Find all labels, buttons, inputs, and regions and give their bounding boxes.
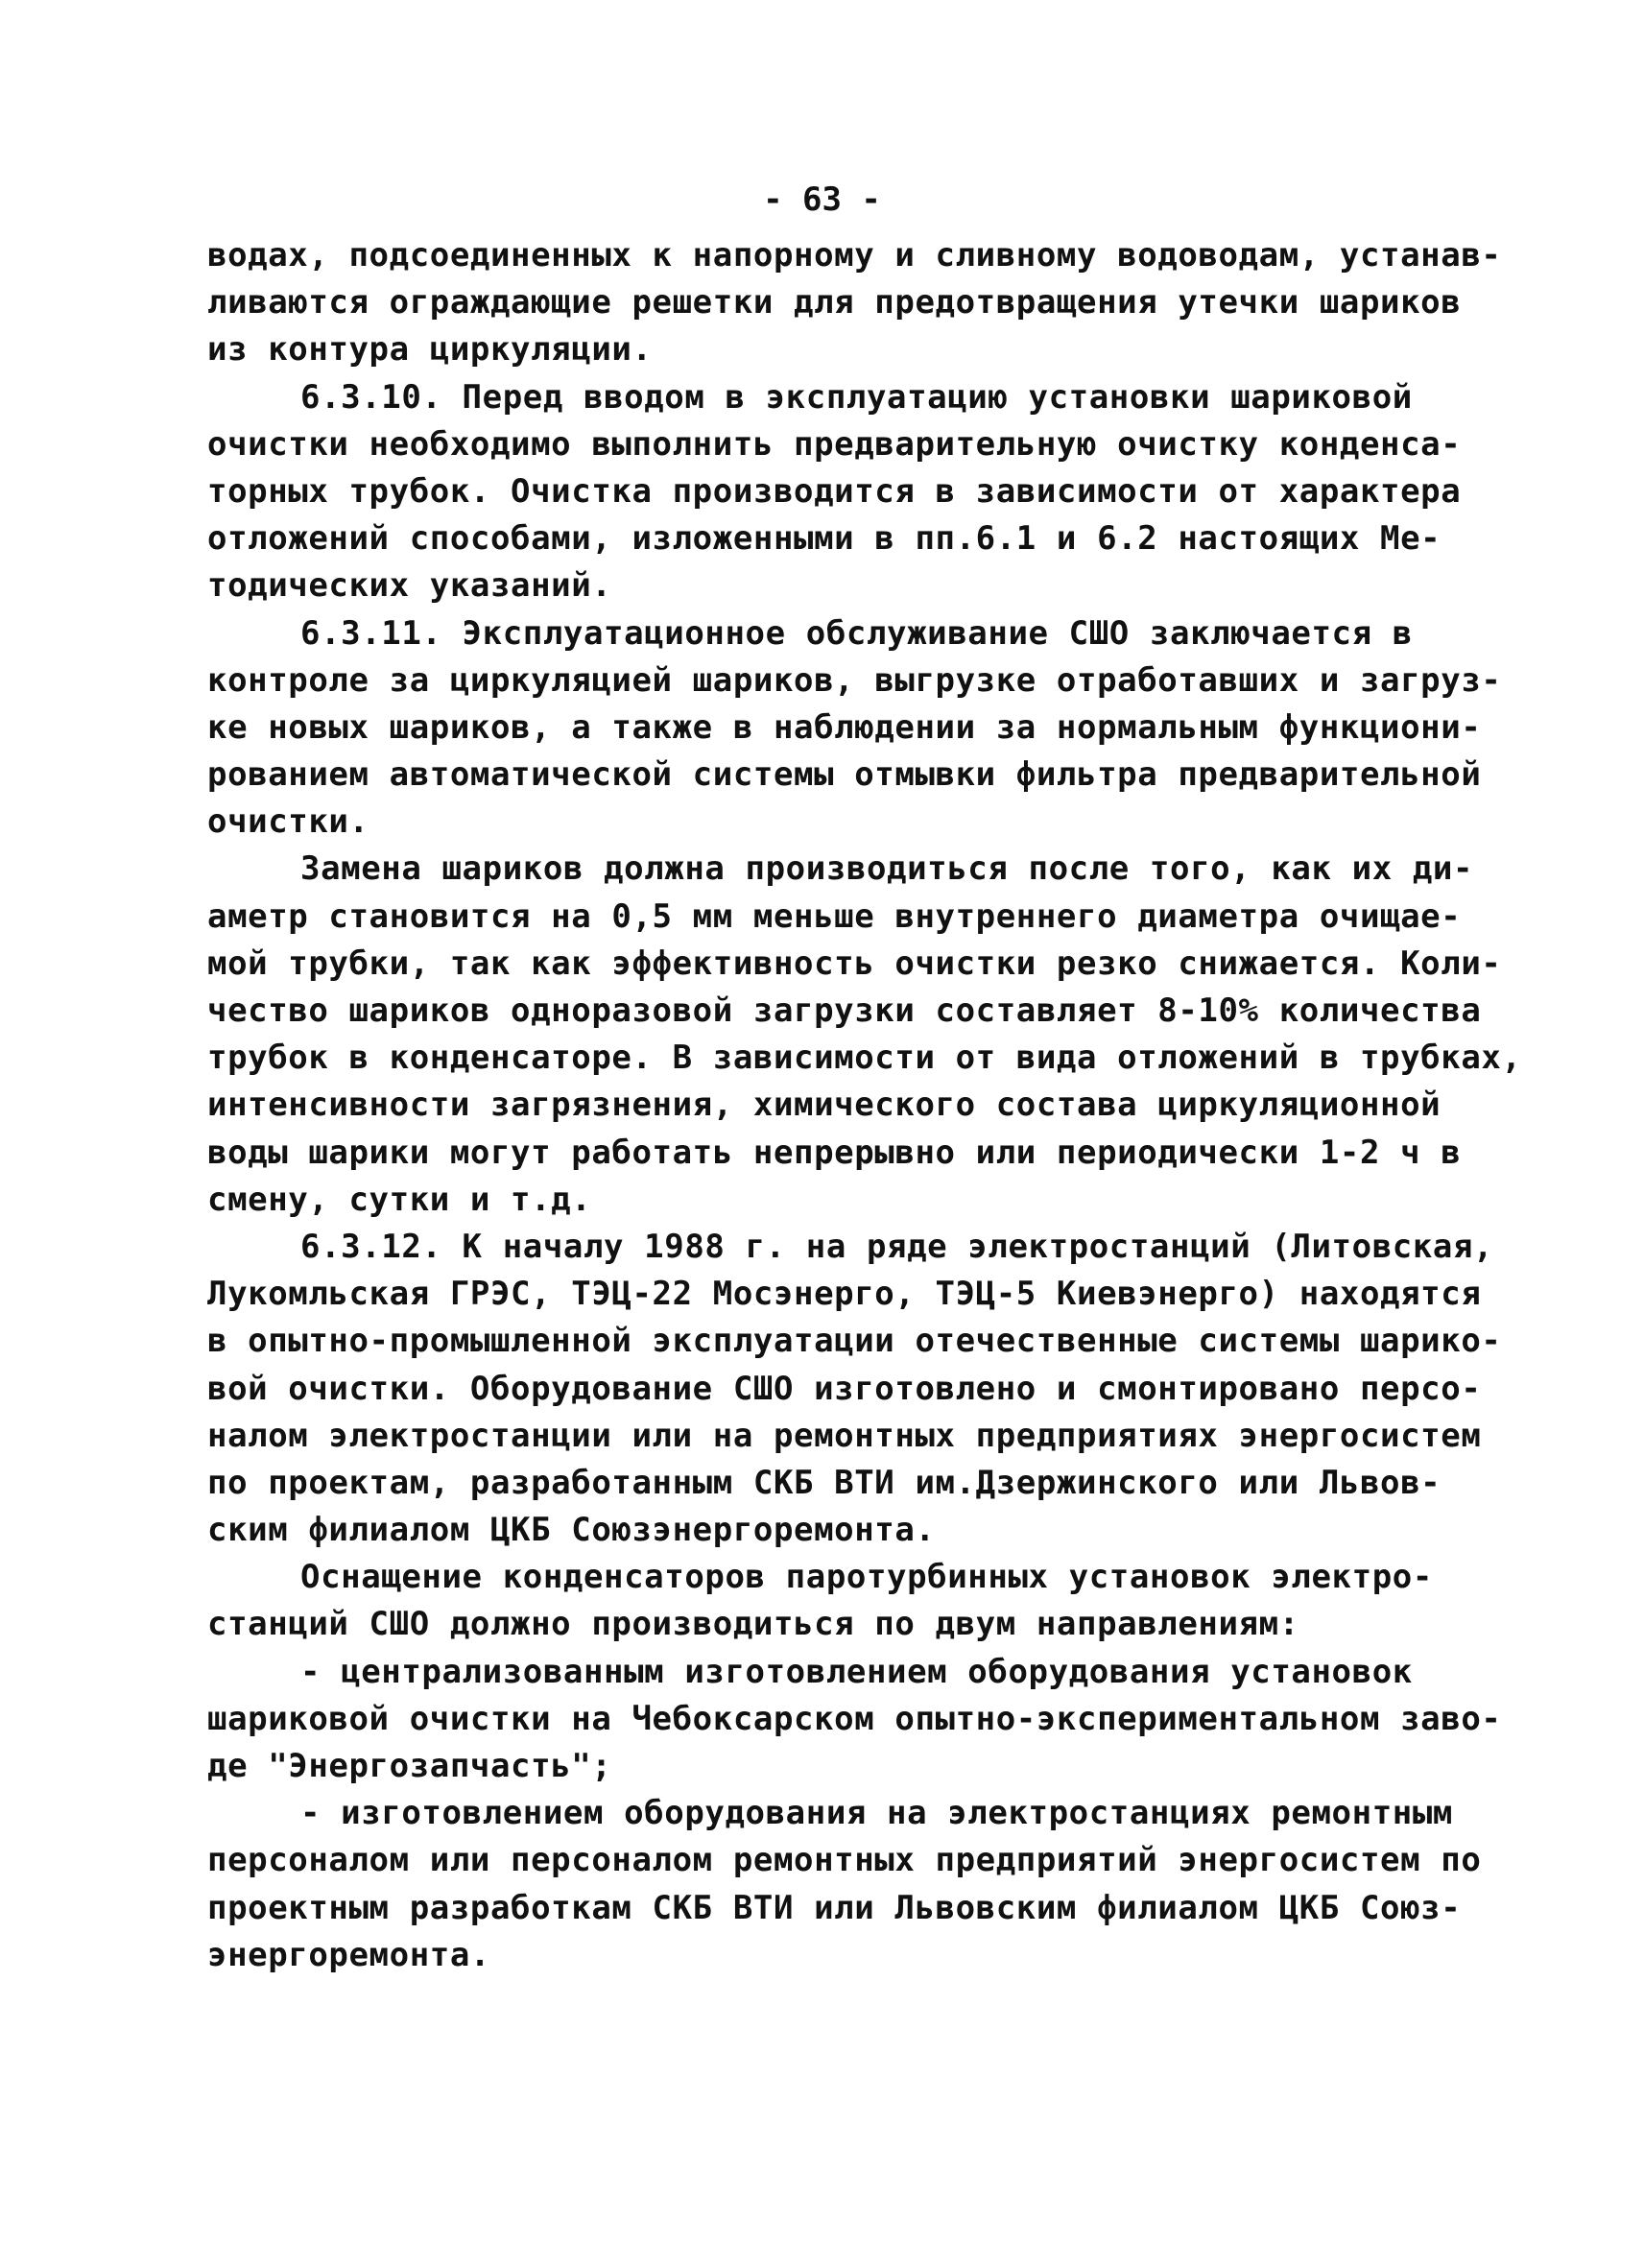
text-line: очистки.: [207, 802, 369, 842]
text-line: станций СШО должно производиться по двум направлениям:: [207, 1605, 1299, 1644]
text-line: торных трубок. Очистка производится в зависимости от характера: [207, 471, 1462, 511]
text-line: контроле за циркуляцией шариков, выгрузке отработавших и загруз-: [207, 660, 1502, 700]
text-line: водах, подсоединенных к напорному и сливному водоводам, устанав-: [207, 236, 1502, 275]
list-item-line: - изготовлением оборудования на электростанциях ремонтным: [300, 1794, 1453, 1833]
text-line: смену, сутки и т.д.: [207, 1180, 592, 1219]
paragraph-first-line: 6.3.11. Эксплуатационное обслуживание СШО заключается в: [300, 613, 1413, 653]
body-text: [207, 232, 1522, 1979]
text-line: Лукомльская ГРЭС, ТЭЦ-22 Мосэнерго, ТЭЦ-5 Киевэнерго) находятся: [207, 1275, 1482, 1314]
text-line: налом электростанции или на ремонтных предприятиях энергосистем: [207, 1416, 1482, 1455]
text-line: отложений способами, изложенными в пп.6.1 и 6.2 настоящих Ме-: [207, 519, 1441, 559]
paragraph-first-line: Замена шариков должна производиться после того, как их ди-: [300, 849, 1474, 889]
list-item-line: - централизованным изготовлением оборудования установок: [300, 1652, 1413, 1691]
text-line: энергоремонта.: [207, 1935, 490, 1974]
text-line: интенсивности загрязнения, химического состава циркуляционной: [207, 1086, 1441, 1125]
text-line: мой трубки, так как эффективность очистки резко снижается. Коли-: [207, 943, 1502, 983]
text-line: из контура циркуляции.: [207, 330, 653, 370]
text-line: по проектам, разработанным СКБ ВТИ им.Дзержинского или Львов-: [207, 1463, 1441, 1502]
text-line: в опытно-промышленной эксплуатации отечественные системы шарико-: [207, 1322, 1502, 1361]
text-line: персоналом или персоналом ремонтных предприятий энергосистем по: [207, 1841, 1482, 1880]
text-line: проектным разработкам СКБ ВТИ или Львовским филиалом ЦКБ Союз-: [207, 1888, 1462, 1927]
text-line: трубок в конденсаторе. В зависимости от вида отложений в трубках,: [207, 1039, 1522, 1078]
paragraph-first-line: 6.3.10. Перед вводом в эксплуатацию установки шариковой: [300, 377, 1413, 417]
text-line: воды шарики могут работать непрерывно или периодически 1-2 ч в: [207, 1133, 1462, 1172]
text-line: ливаются ограждающие решетки для предотвращения утечки шариков: [207, 283, 1462, 322]
text-line: вой очистки. Оборудование СШО изготовлено и смонтировано персо-: [207, 1369, 1482, 1408]
text-line: рованием автоматической системы отмывки фильтра предварительной: [207, 755, 1482, 795]
paragraph-first-line: 6.3.12. К началу 1988 г. на ряде электростанций (Литовская,: [300, 1227, 1494, 1266]
text-line: аметр становится на 0,5 мм меньше внутреннего диаметра очищае-: [207, 896, 1462, 936]
text-line: ским филиалом ЦКБ Союзэнергоремонта.: [207, 1511, 936, 1550]
page-number: - 63 -: [763, 180, 881, 219]
text-line: тодических указаний.: [207, 566, 612, 606]
text-line: де "Энергозапчасть";: [207, 1747, 612, 1785]
paragraph-first-line: Оснащение конденсаторов паротурбинных установок электро-: [300, 1558, 1433, 1597]
text-line: очистки необходимо выполнить предварительную очистку конденса-: [207, 424, 1462, 464]
text-line: ке новых шариков, а также в наблюдении за нормальным функциони-: [207, 707, 1482, 747]
text-line: шариковой очистки на Чебоксарском опытно-экспериментальном заво-: [207, 1699, 1502, 1738]
text-line: чество шариков одноразовой загрузки составляет 8-10% количества: [207, 991, 1482, 1030]
